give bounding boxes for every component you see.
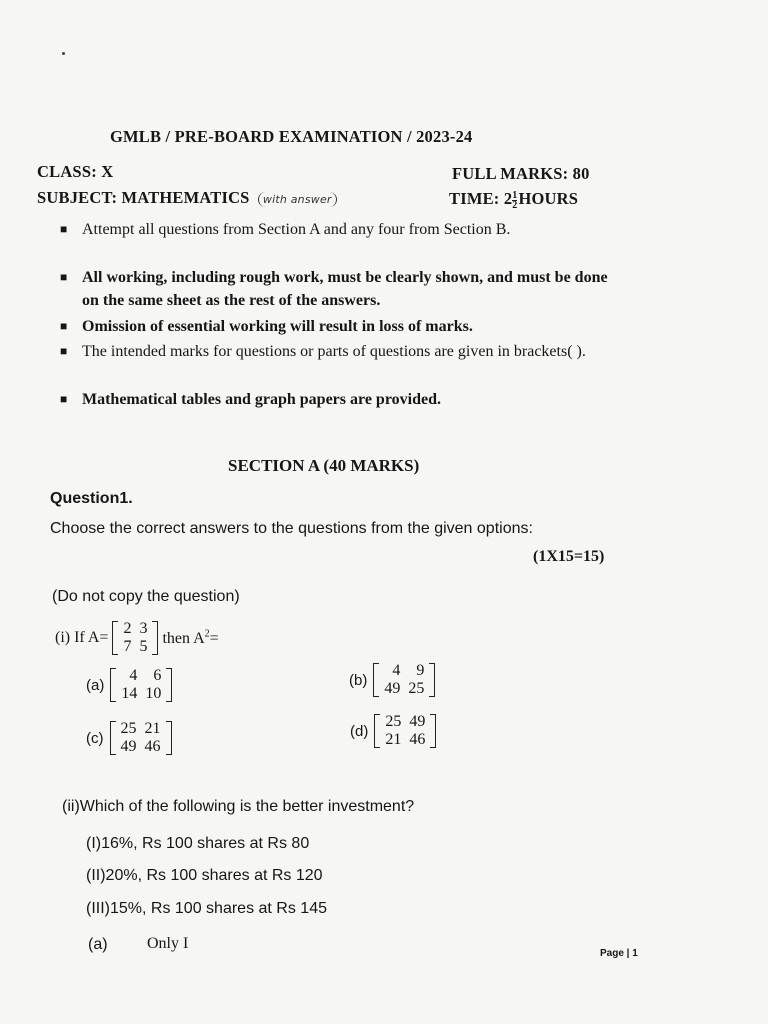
bullet-icon: ■ [60, 319, 68, 333]
option-d [350, 713, 436, 749]
instruction-item [60, 266, 620, 312]
matrix-a [112, 620, 158, 656]
matrix-cell: 25 [385, 713, 402, 730]
scan-speck [62, 52, 65, 55]
exam-title: GMLB / PRE-BOARD EXAMINATION / 2023-24 [110, 127, 473, 146]
option-matrix [373, 662, 435, 698]
matrix-cell: 21 [144, 720, 161, 737]
bullet-icon: ■ [60, 222, 68, 236]
option-matrix [374, 713, 436, 749]
page-number: Page | 1 [600, 948, 638, 959]
matrix-cell: 3 [139, 620, 148, 637]
question-marks: (1X15=15) [533, 548, 605, 565]
matrix-cell: 10 [145, 685, 162, 702]
matrix-cell: 46 [409, 731, 426, 748]
matrix-cell: 4 [129, 667, 138, 684]
instruction-text: Attempt all questions from Section A and any four from Section B. [82, 221, 511, 238]
option-matrix [110, 667, 172, 703]
option-a-text: Only I [147, 935, 189, 952]
section-title: SECTION A (40 MARKS) [228, 456, 420, 475]
question-note: (Do not copy the question) [52, 588, 240, 605]
bullet-icon: ■ [60, 270, 68, 284]
investment-item: (I)16%, Rs 100 shares at Rs 80 [86, 835, 310, 852]
option-c [86, 720, 172, 756]
instruction-text: Mathematical tables and graph papers are provided. [82, 391, 441, 408]
option-label: (b) [349, 671, 368, 689]
matrix-cell: 14 [121, 685, 138, 702]
matrix-cell: 7 [123, 638, 132, 655]
instruction-text: All working, including rough work, must be clearly shown, and must be done on the same sheet as the rest of the answers. [82, 269, 608, 309]
bullet-icon: ■ [60, 392, 68, 406]
instruction-text: Omission of essential working will result in loss of marks. [82, 318, 473, 335]
option-b [349, 662, 435, 698]
matrix-cell: 46 [144, 738, 161, 755]
subject: SUBJECT: MATHEMATICS [37, 188, 250, 207]
equals-sign: = [209, 629, 219, 647]
matrix-cell: 49 [120, 738, 137, 755]
option-label: (c) [86, 729, 104, 747]
investment-item: (III)15%, Rs 100 shares at Rs 145 [86, 900, 327, 917]
option-label: (a) [86, 676, 105, 694]
time-fraction-num: 1 [512, 189, 518, 201]
option-label: (d) [350, 722, 369, 740]
matrix-cell: 5 [139, 638, 148, 655]
matrix-cell: 25 [120, 720, 137, 737]
matrix-cell: 49 [384, 680, 401, 697]
matrix-cell: 9 [416, 662, 425, 679]
time-suffix: HOURS [518, 189, 579, 208]
handwritten-note: with answer [258, 192, 337, 207]
time-fraction [512, 191, 517, 210]
question-i [55, 620, 219, 656]
instruction-item [60, 340, 620, 363]
question-i-suffix [162, 630, 218, 647]
subject-line [37, 188, 341, 208]
option-matrix [110, 720, 172, 756]
option-a [86, 667, 172, 703]
then-a-text: then A [162, 629, 205, 647]
matrix-cell: 4 [392, 662, 401, 679]
power: 2 [204, 628, 210, 640]
matrix-cell: 2 [123, 620, 132, 637]
time-prefix: TIME: 2 [449, 189, 513, 208]
option-a-label: (a) [88, 936, 108, 953]
instruction-item [60, 315, 620, 338]
question-ii: (ii)Which of the following is the better investment? [62, 798, 415, 815]
instruction-text: The intended marks for questions or parts of questions are given in brackets( ). [82, 343, 586, 360]
bullet-icon: ■ [60, 344, 68, 358]
time-fraction-den: 2 [512, 199, 518, 211]
matrix-cell: 49 [409, 713, 426, 730]
question-instruction: Choose the correct answers to the questions from the given options: [50, 520, 533, 537]
investment-item: (II)20%, Rs 100 shares at Rs 120 [86, 867, 323, 884]
matrix-cell: 6 [153, 667, 162, 684]
matrix-cell: 25 [408, 680, 425, 697]
question-title: Question1. [50, 490, 133, 507]
matrix-cell: 21 [385, 731, 402, 748]
full-marks: FULL MARKS: 80 [452, 164, 590, 183]
instruction-item [60, 388, 620, 411]
question-i-prefix: (i) If A= [55, 629, 109, 646]
time-line [449, 189, 578, 210]
instruction-item [60, 218, 620, 241]
class-label: CLASS: X [37, 162, 114, 181]
